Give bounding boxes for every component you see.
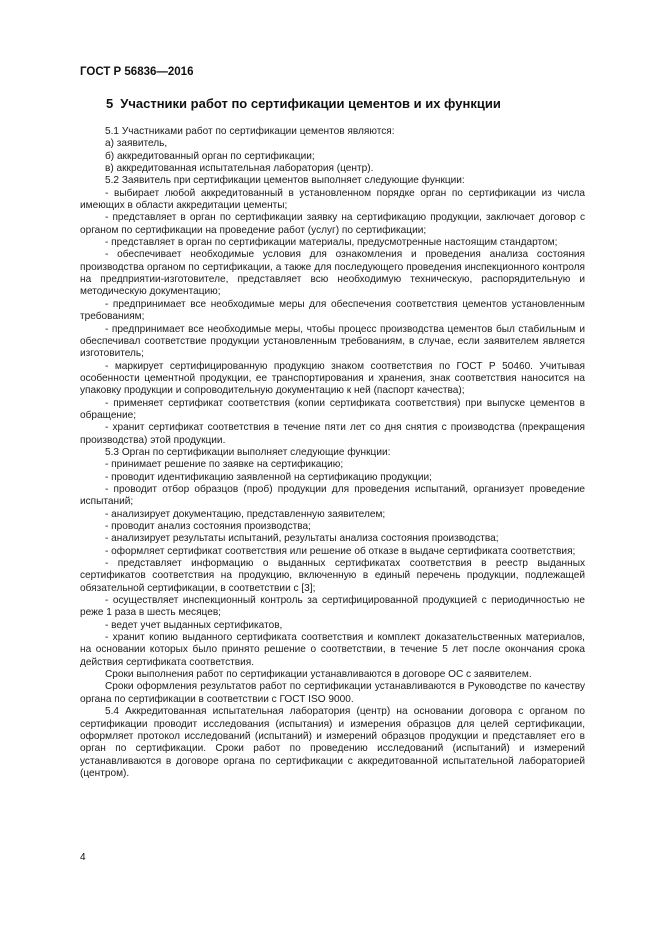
paragraph: - маркирует сертифицированную продукцию знаком соответствия по ГОСТ Р 50460. Учитывая особенности цементной продукции, ее транспортирования и хранения, знак соответствия наносится на упаковку продукции и сопроводительную документацию к ней (паспорт качества);	[80, 360, 585, 397]
paragraph: - анализирует документацию, представленную заявителем;	[105, 508, 386, 520]
document-id: ГОСТ Р 56836—2016	[80, 66, 194, 78]
paragraph: - принимает решение по заявке на сертификацию;	[105, 459, 344, 471]
paragraph: - оформляет сертификат соответствия или решение об отказе в выдаче сертификата соответствия;	[105, 545, 576, 557]
paragraph: 5.1 Участниками работ по сертификации цементов являются:	[105, 126, 395, 137]
paragraph: - проводит анализ состояния производства;	[105, 521, 311, 532]
paragraph: - представляет в орган по сертификации заявку на сертификацию продукции, заключает договор с органом по сертификации на проведение работ (услуг) по сертификации;	[80, 212, 585, 236]
paragraph: - выбирает любой аккредитованный в установленном порядке орган по сертификации из числа имеющих в области аккредитации цементы;	[80, 187, 585, 212]
paragraph: 5.4 Аккредитованная испытательная лаборатория (центр) на основании договора с органом по сертификации проводит исследования (испытания) и измерения образцов для целей сертификации, оформляет протокол исследований (испытаний) и измерений образцов продукции и представляет его в орган по сертификации. Сроки работ по проведению исследований (испытаний) и измерений устанавливаются в договоре органа по сертификации с аккредитованной испытательной лабораторией (центром).	[80, 706, 585, 779]
page-number: 4	[80, 852, 86, 863]
paragraph: Сроки выполнения работ по сертификации устанавливаются в договоре ОС с заявителем.	[105, 669, 532, 681]
paragraph: в) аккредитованная испытательная лаборатория (центр).	[105, 163, 374, 175]
section-heading	[106, 96, 606, 111]
paragraph: - предпринимает все необходимые меры, чтобы процесс производства цементов был стабильным и обеспечивал соответствие продукции установленным требованиям, в случае, если заявителем является изготовитель;	[80, 323, 585, 360]
paragraph: - проводит отбор образцов (проб) продукции для проведения испытаний, организует проведение испытаний;	[80, 483, 585, 508]
section-body	[80, 126, 585, 780]
paragraph: - предпринимает все необходимые меры для обеспечения соответствия цементов установленным требованиям;	[80, 298, 585, 323]
paragraph: - осуществляет инспекционный контроль за сертифицированной продукцией с периодичностью не реже 1 раза в шесть месяцев;	[80, 595, 585, 619]
paragraph: 5.3 Орган по сертификации выполняет следующие функции:	[105, 446, 391, 458]
section-title: Участники работ по сертификации цементов и их функции	[120, 96, 501, 111]
paragraph: а) заявитель,	[105, 138, 168, 150]
paragraph: 5.2 Заявитель при сертификации цементов выполняет следующие функции:	[105, 175, 465, 187]
paragraph: - хранит копию выданного сертификата соответствия и комплект доказательственных материалов, на основании которых было принято решение о соответствии, в течение 5 лет после окончания срока действия сертификата соответствия.	[80, 632, 585, 668]
paragraph: - применяет сертификат соответствия (копии сертификата соответствия) при выпуске цементов в обращение;	[80, 397, 585, 421]
paragraph: - проводит идентификацию заявленной на сертификацию продукции;	[105, 471, 432, 483]
paragraph: - представляет в орган по сертификации материалы, предусмотренные настоящим стандартом;	[105, 237, 558, 249]
paragraph: Сроки оформления результатов работ по сертификации устанавливаются в Руководстве по качеству органа по сертификации в соответствии с ГОСТ ISO 9000.	[80, 681, 585, 705]
paragraph: б) аккредитованный орган по сертификации;	[105, 150, 315, 162]
paragraph: - обеспечивает необходимые условия для ознакомления и проведения анализа состояния производства органом по сертификации, а также для последующего проведения инспекционного контроля на предприятии-изготовителе, представляет всю необходимую техническую, распорядительную и методическую документацию;	[80, 249, 585, 298]
paragraph: - представляет информацию о выданных сертификатах соответствия в реестр выданных сертификатов соответствия на продукцию, включенную в единый перечень продукции, подлежащей обязательной сертификации, в соответствии с [3];	[80, 558, 585, 594]
paragraph: - анализирует результаты испытаний, результаты анализа состояния производства;	[105, 533, 499, 545]
paragraph: - ведет учет выданных сертификатов,	[105, 619, 283, 631]
section-number: 5	[106, 96, 114, 111]
paragraph: - хранит сертификат соответствия в течение пяти лет со дня снятия с производства (прекращения производства) этой продукции.	[80, 422, 585, 446]
